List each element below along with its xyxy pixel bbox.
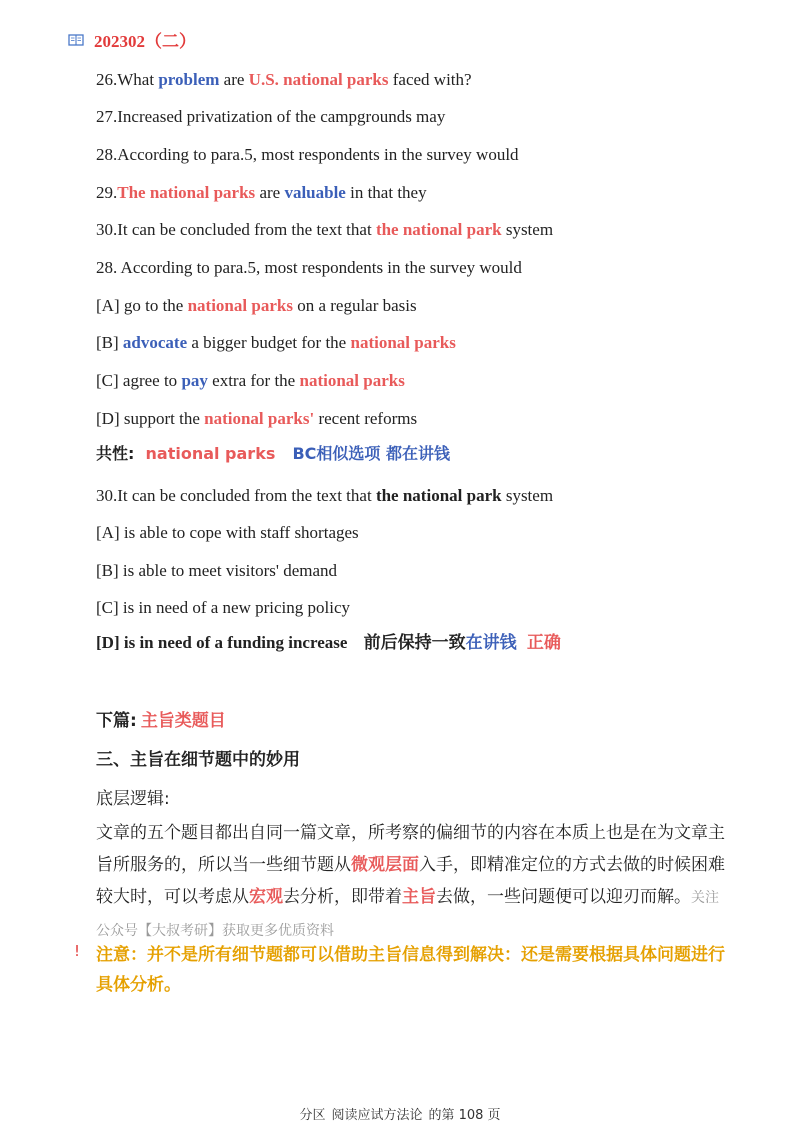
note-paragraph: 注意：并不是所有细节题都可以借助主旨信息得到解决：还是需要根据具体问题进行具体分析。 <box>96 945 725 995</box>
header <box>68 27 196 52</box>
part-heading: 下篇: 主旨类题目 <box>96 711 226 731</box>
question-30: 30.It can be concluded from the text that the national park system <box>96 220 554 239</box>
q28-option-d: [D] support the national parks' recent reforms <box>96 409 418 428</box>
section-heading: 三、主旨在细节题中的妙用 <box>96 750 300 770</box>
book-icon <box>68 33 84 47</box>
question-27: 27.Increased privatization of the campgrounds may <box>96 107 446 126</box>
question-28: 28.According to para.5, most respondents in the survey would <box>96 145 519 164</box>
section-title: 202302（二） <box>94 32 196 51</box>
q30-option-a: [A] is able to cope with staff shortages <box>96 523 359 542</box>
q30-option-c: [C] is in need of a new pricing policy <box>96 598 350 617</box>
page-footer: 分区 阅读应试方法论 的第 108 页 <box>299 1108 501 1123</box>
warning-icon: ! <box>74 942 81 960</box>
q30-option-b: [B] is able to meet visitors' demand <box>96 561 338 580</box>
q30-stem: 30.It can be concluded from the text that the national park system <box>96 486 554 505</box>
sub-heading: 底层逻辑: <box>96 789 170 809</box>
q28-option-c: [C] agree to pay extra for the national parks <box>96 371 405 390</box>
question-29: 29.The national parks are valuable in that they <box>96 183 427 202</box>
q28-option-a: [A] go to the national parks on a regular basis <box>96 296 417 315</box>
q30-option-d: [D] is in need of a funding increase 前后保持一致在讲钱 正确 <box>96 633 561 653</box>
explanation-paragraph: 文章的五个题目都出自同一篇文章，所考察的偏细节的内容在本质上也是在为文章主旨所服务的，所以当一些细节题从微观层面入手，即精准定位的方式去做的时候困难较大时，可以考虑从宏观去分析，即带着主旨去做，一些问题便可以迎刃而解。关注公众号【大叔考研】获取更多优质资料 <box>96 823 725 939</box>
q28-stem: 28. According to para.5, most respondents in the survey would <box>96 258 522 277</box>
q28-option-b: [B] advocate a bigger budget for the national parks <box>96 333 456 352</box>
question-26: 26.What problem are U.S. national parks faced with? <box>96 70 472 89</box>
q28-common-note: 共性: national parks BC相似选项 都在讲钱 <box>96 444 450 463</box>
watermark-text: 关注公众号【大叔考研】获取更多优质资料 <box>96 890 719 939</box>
